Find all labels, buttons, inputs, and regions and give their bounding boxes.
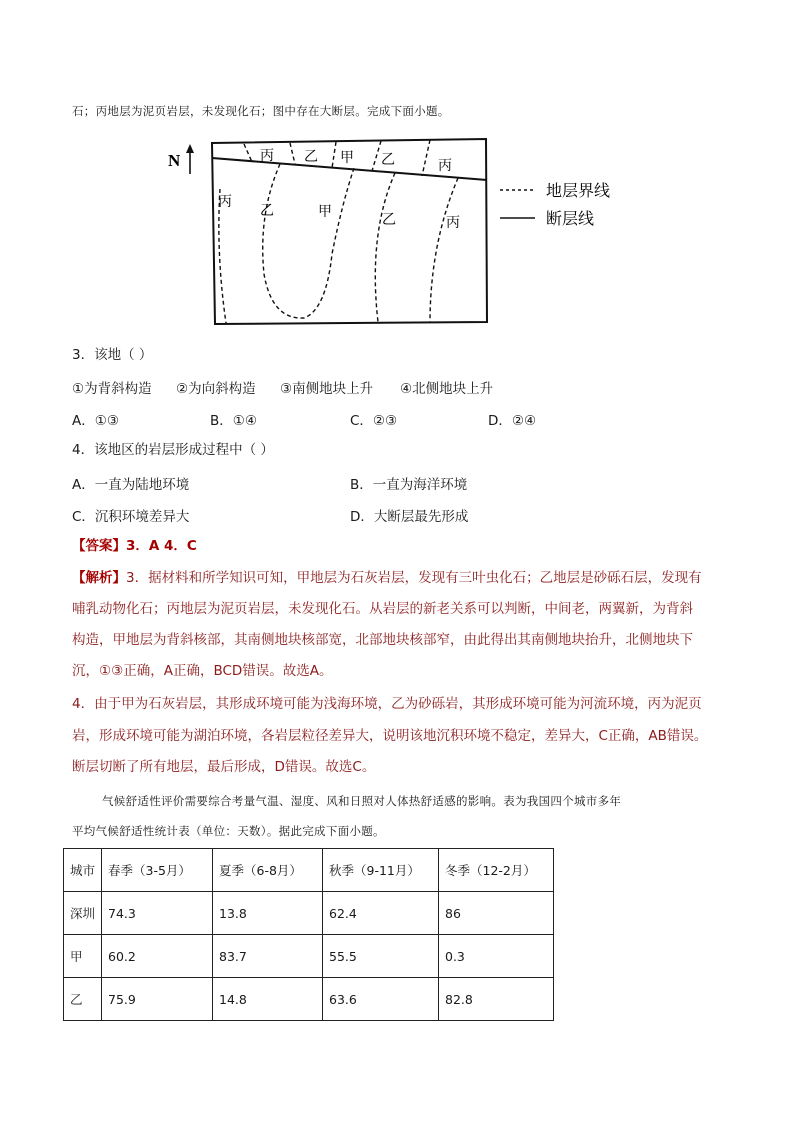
analysis-text: 断层切断了所有地层，最后形成，D错误。故选C。: [72, 759, 376, 775]
q3-statement: ②为向斜构造: [176, 381, 256, 397]
analysis-text: 构造，甲地层为背斜核部，其南侧地块核部宽，北部地块核部窄，由此得出其南侧地块抬升，北侧地块下: [72, 632, 693, 648]
table-cell: 60.2: [102, 935, 213, 978]
table-cell: 83.7: [213, 935, 323, 978]
bottom-layer-boundaries: [219, 164, 458, 323]
bottom-label: 丙: [446, 216, 460, 231]
legend-label: 地层界线: [546, 183, 611, 200]
answer-text: 3．A 4．C: [126, 538, 197, 554]
analysis-text: 3．据材料和所学知识可知，甲地层为石灰岩层，发现有三叶虫化石；乙地层是砂砾石层，发现有: [126, 570, 702, 586]
table-header-cell: 冬季（12-2月）: [439, 849, 554, 892]
answer-line: [72, 536, 197, 556]
table-header-cell: 夏季（6-8月）: [213, 849, 323, 892]
table-row: [64, 978, 554, 1021]
table-cell: 75.9: [102, 978, 213, 1021]
q4-option-c[interactable]: C．沉积环境差异大: [72, 509, 190, 525]
top-label: 丙: [260, 149, 274, 164]
table-cell: 62.4: [323, 892, 439, 935]
table-header-row: [64, 849, 554, 892]
legend: [500, 181, 610, 228]
analysis-label: 【解析】: [72, 570, 126, 586]
table-cell: 13.8: [213, 892, 323, 935]
q3-option-c[interactable]: C．②③: [350, 413, 398, 429]
legend-label: 断层线: [546, 211, 595, 228]
table-header-cell: 春季（3-5月）: [102, 849, 213, 892]
analysis-text: 岩，形成环境可能为湖泊环境，各岩层粒径差异大，说明该地沉积环境不稳定，差异大，C正确，AB错误。: [72, 728, 708, 744]
analysis-text: 4．由于甲为石灰岩层，其形成环境可能为浅海环境，乙为砂砾岩，其形成环境可能为河流环境，丙为泥页: [72, 696, 702, 712]
intro2-line: 平均气候舒适性统计表（单位：天数）。据此完成下面小题。: [72, 824, 385, 838]
table-header-cell: 城市: [64, 849, 102, 892]
q3-statement: ①为背斜构造: [72, 381, 152, 397]
top-label: 甲: [340, 151, 354, 166]
q3-statement: ③南侧地块上升: [280, 381, 374, 397]
north-label: N: [168, 151, 181, 170]
table-cell: 14.8: [213, 978, 323, 1021]
table-cell: 63.6: [323, 978, 439, 1021]
q3-option-a[interactable]: A．①③: [72, 413, 119, 429]
table-row: [64, 892, 554, 935]
intro2-line: 气候舒适性评价需要综合考量气温、湿度、风和日照对人体热舒适感的影响。表为我国四个城市多年: [102, 794, 622, 808]
top-label: 乙: [381, 153, 395, 168]
q4-stem: 4．该地区的岩层形成过程中（ ）: [72, 442, 274, 458]
bottom-label: 丙: [218, 195, 232, 210]
table-cell: 55.5: [323, 935, 439, 978]
table-cell: 74.3: [102, 892, 213, 935]
table-cell: 0.3: [439, 935, 554, 978]
table-row: [64, 935, 554, 978]
table-header-cell: 秋季（9-11月）: [323, 849, 439, 892]
q3-stem: 3．该地（ ）: [72, 347, 153, 363]
q4-option-a[interactable]: A．一直为陆地环境: [72, 477, 190, 493]
analysis-text: 哺乳动物化石；丙地层为泥页岩层，未发现化石。从岩层的新老关系可以判断，中间老，两翼新，为背斜: [72, 601, 693, 617]
analysis-text: 沉，①③正确，A正确，BCD错误。故选A。: [72, 663, 333, 679]
table-cell: 86: [439, 892, 554, 935]
answer-label: 【答案】: [72, 538, 126, 554]
table-cell: 深圳: [64, 892, 102, 935]
analysis-line: [72, 568, 702, 588]
table-cell: 甲: [64, 935, 102, 978]
bottom-label: 甲: [318, 205, 332, 220]
top-label: 丙: [438, 159, 452, 174]
q3-statement: ④北侧地块上升: [400, 381, 494, 397]
q3-option-d[interactable]: D．②④: [488, 413, 537, 429]
intro-line: 石；丙地层为泥页岩层，未发现化石；图中存在大断层。完成下面小题。: [72, 104, 450, 118]
table-cell: 82.8: [439, 978, 554, 1021]
q3-option-b[interactable]: B．①④: [210, 413, 257, 429]
q4-option-d[interactable]: D．大断层最先形成: [350, 509, 469, 525]
top-label: 乙: [304, 150, 318, 165]
bottom-label: 乙: [382, 213, 396, 228]
north-arrow-icon: [186, 144, 194, 174]
comfort-table: [63, 848, 554, 1021]
bottom-label: 乙: [260, 204, 274, 219]
table-cell: 乙: [64, 978, 102, 1021]
geologic-map-figure: [160, 134, 640, 330]
q4-option-b[interactable]: B．一直为海洋环境: [350, 477, 468, 493]
